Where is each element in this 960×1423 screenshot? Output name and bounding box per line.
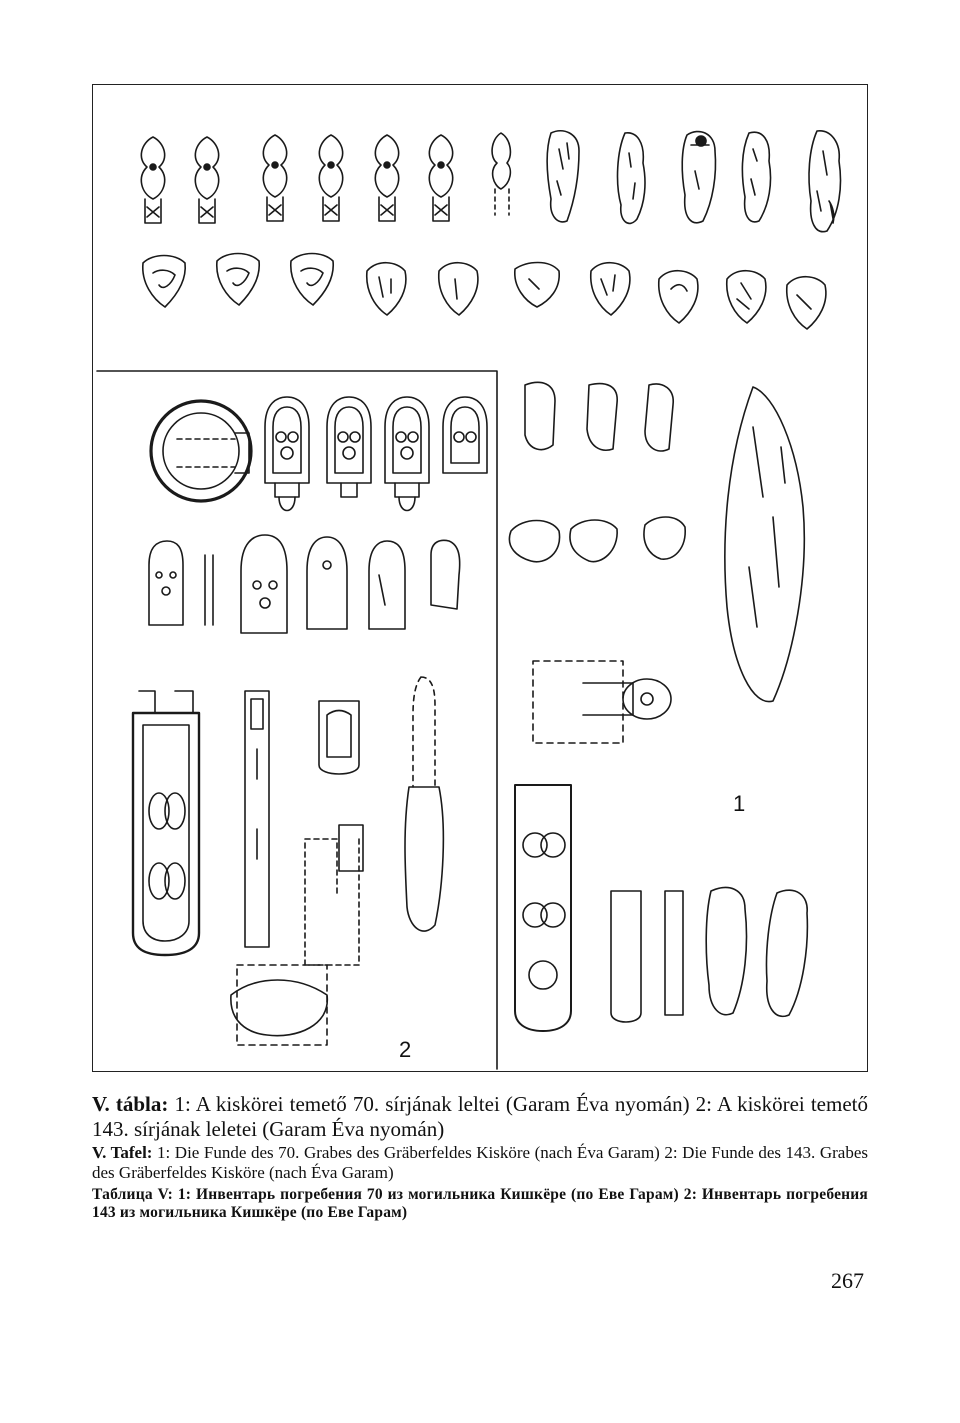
small-mount xyxy=(367,263,406,315)
strap-mount-fragment xyxy=(492,133,510,215)
caption-hungarian-text: 1: A kiskörei temető 70. sírjának leltei (Garam Éva nyomán) 2: A kiskörei temető 143. sírjának leletei (Garam Éva nyomán) xyxy=(92,1092,868,1141)
caption-russian-text: 1: Инвентарь погребения 70 из могильника Кишкёре (по Еве Гарам) 2: Инвентарь погребения 143 из могильника Кишкёре (по Еве Гарам) xyxy=(92,1185,868,1221)
caption-russian-lead: Таблица V: xyxy=(92,1185,173,1203)
mount-row-second xyxy=(143,254,826,330)
strap-mount-fragment xyxy=(547,131,579,222)
belt-mount-decorated xyxy=(385,397,429,511)
strap-end-narrow xyxy=(245,691,269,947)
small-mount xyxy=(659,271,698,323)
strap-mount xyxy=(141,137,164,223)
bone-plate xyxy=(725,387,804,702)
strap-mount-fragment xyxy=(809,131,841,232)
piece-dashed xyxy=(231,965,327,1045)
belt-mount-decorated xyxy=(443,397,487,473)
mount-fragments-group-1 xyxy=(509,382,685,561)
plate-caption xyxy=(92,1092,868,1222)
tool-dashed xyxy=(405,677,443,931)
caption-german xyxy=(92,1143,868,1183)
group-label-1: 1 xyxy=(733,791,746,816)
plate-frame xyxy=(92,84,868,1072)
belt-mount-row-lower xyxy=(149,535,460,633)
fragment-dashed xyxy=(305,825,363,965)
small-mount xyxy=(515,263,559,308)
buckle-oval xyxy=(151,401,251,501)
strap-end-large xyxy=(133,691,199,955)
strap-mount xyxy=(195,137,218,223)
caption-russian xyxy=(92,1186,868,1223)
small-mount xyxy=(143,256,185,308)
caption-german-lead: V. Tafel: xyxy=(92,1142,153,1162)
small-mount xyxy=(787,277,826,329)
small-mount xyxy=(217,254,259,306)
belt-mount-decorated xyxy=(327,397,371,497)
group-label-2: 2 xyxy=(399,1037,412,1062)
strap-mount-fragment xyxy=(682,132,715,223)
strap-mount-fragment xyxy=(618,133,645,224)
small-strap-mount xyxy=(319,701,359,774)
strap-end-ornate xyxy=(515,785,571,1031)
strap-mount xyxy=(429,135,452,221)
caption-german-text: 1: Die Funde des 70. Grabes des Gräberfeldes Kisköre (nach Éva Garam) 2: Die Funde des 143. Grabes des Gräberfeldes Kisköre (nach Éva Garam) xyxy=(92,1142,868,1182)
mount-row-top xyxy=(141,131,840,232)
caption-hungarian-lead: V. tábla: xyxy=(92,1092,169,1116)
small-mount xyxy=(291,254,333,306)
plate-drawing xyxy=(93,85,869,1073)
strap-mount xyxy=(375,135,398,221)
caption-hungarian xyxy=(92,1092,868,1142)
buckle-dashed xyxy=(533,661,671,743)
strap-mount-fragment xyxy=(742,132,770,222)
small-mount xyxy=(591,263,630,315)
page-number: 267 xyxy=(831,1268,864,1293)
belt-mount-decorated xyxy=(265,397,309,511)
strap-mount xyxy=(319,135,342,221)
mount-fragments-right xyxy=(706,888,807,1017)
small-mount xyxy=(727,271,766,323)
strap-end-pair xyxy=(611,891,683,1022)
strap-mount xyxy=(263,135,286,221)
small-mount xyxy=(439,263,478,315)
